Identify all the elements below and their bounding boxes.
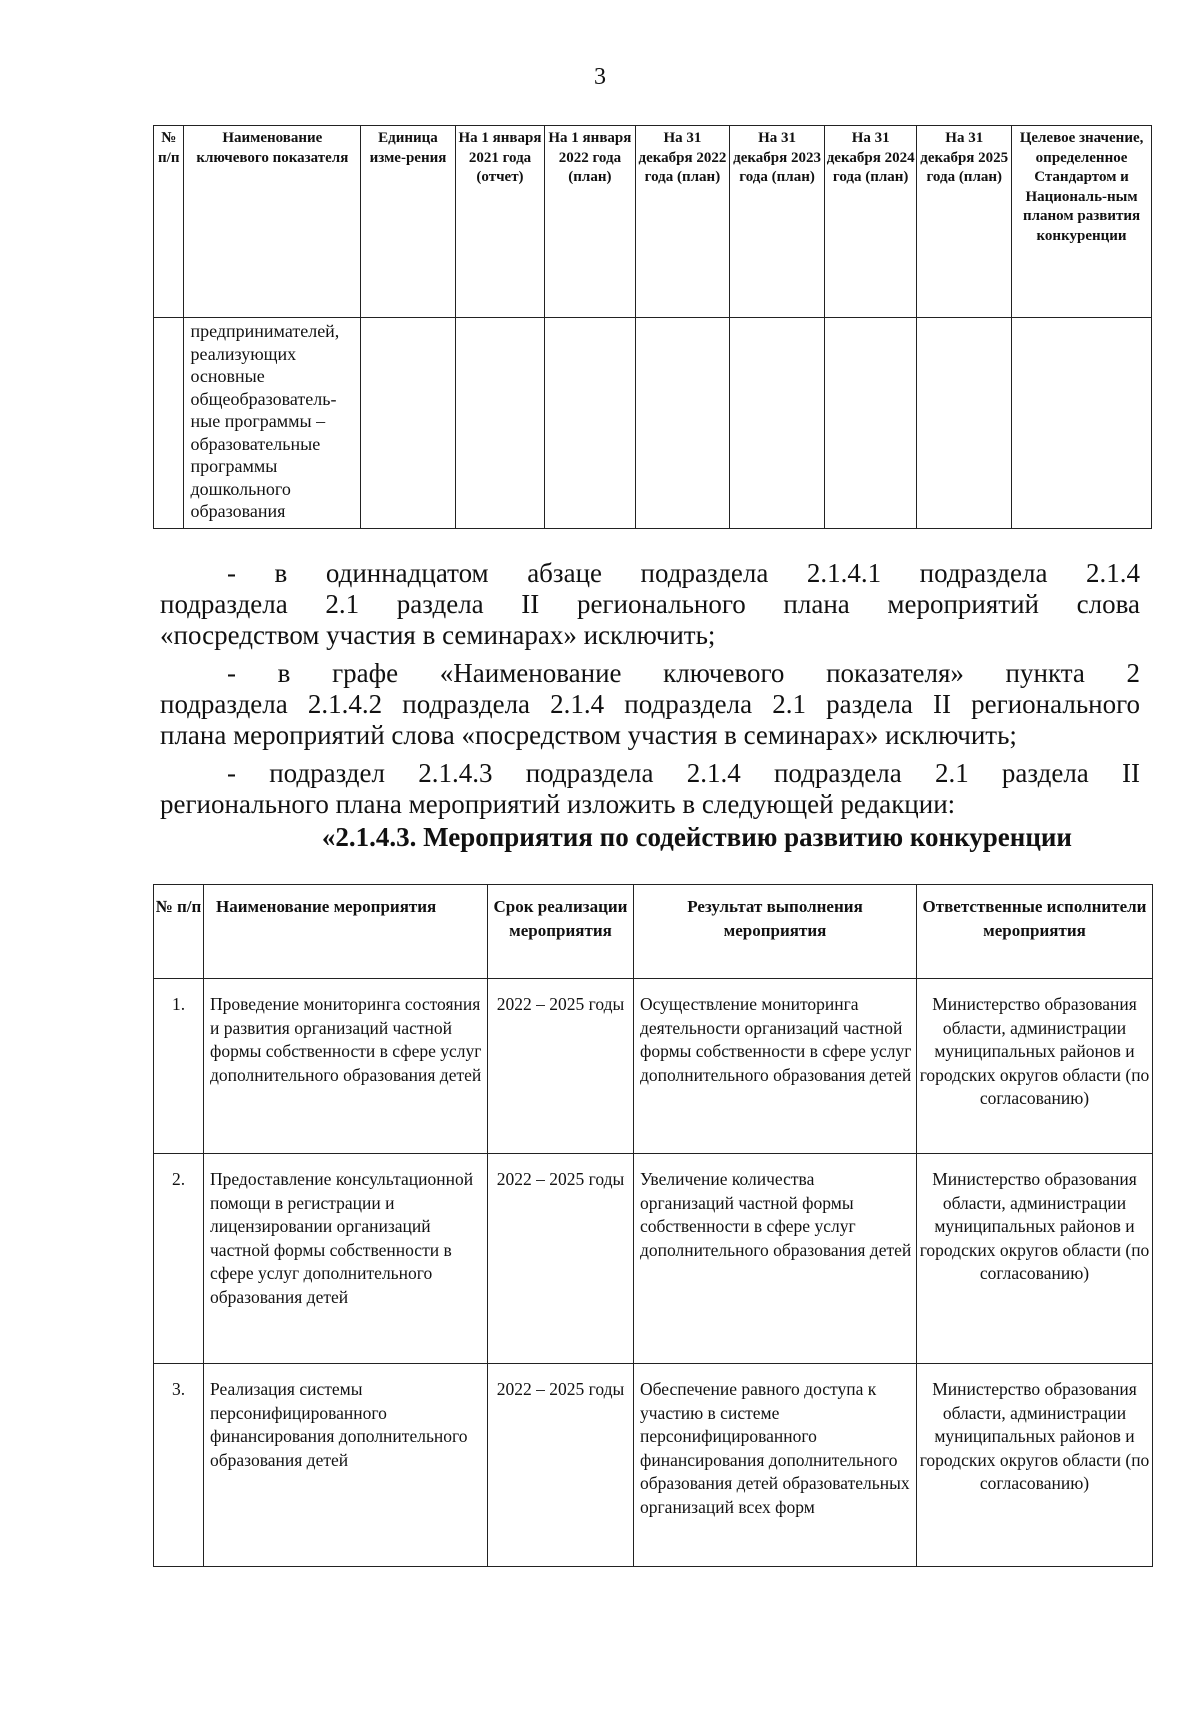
cell-result: Увеличение количества организаций частной формы собственности в сфере услуг дополнительного образования детей: [634, 1154, 917, 1364]
cell-number: 1.: [154, 979, 204, 1154]
cell-number: 2.: [154, 1154, 204, 1364]
header-jan-2021: На 1 января 2021 года (отчет): [455, 126, 544, 318]
header-indicator-name: Наименование ключевого показателя: [184, 126, 361, 318]
table-header-row: [154, 126, 1152, 318]
table-row: [154, 1364, 1153, 1567]
cell-number: 3.: [154, 1364, 204, 1567]
cell-dec-2023: [730, 318, 825, 529]
section-heading: «2.1.4.3. Мероприятия по содействию развитию конкуренции: [321, 822, 1072, 852]
header-responsible: Ответственные исполнители мероприятия: [917, 885, 1153, 979]
header-measure-name: Наименование мероприятия: [204, 885, 488, 979]
cell-responsible: Министерство образования области, администрации муниципальных районов и городских округов области (по согласованию): [917, 1364, 1153, 1567]
cell-measure-name: Предоставление консультационной помощи в регистрации и лицензировании организаций частной формы собственности в сфере услуг дополнительного образования детей: [204, 1154, 488, 1364]
paragraph-1: [160, 558, 1140, 651]
paragraph-line: плана мероприятий слова «посредством участия в семинарах» исключить;: [160, 720, 1017, 750]
cell-jan-2022: [545, 318, 635, 529]
table-row: [154, 1154, 1153, 1364]
header-dec-2025: На 31 декабря 2025 года (план): [917, 126, 1012, 318]
paragraph-line: подраздела 2.1.4.2 подраздела 2.1.4 подраздела 2.1 раздела II регионального: [160, 689, 1140, 719]
cell-dec-2025: [917, 318, 1012, 529]
header-dec-2024: На 31 декабря 2024 года (план): [824, 126, 917, 318]
cell-measure-name: Реализация системы персонифицированного финансирования дополнительного образования детей: [204, 1364, 488, 1567]
page-number: 3: [594, 64, 606, 90]
cell-target-value: [1012, 318, 1152, 529]
header-dec-2023: На 31 декабря 2023 года (план): [730, 126, 825, 318]
header-target-value: Целевое значение, определенное Стандартом и Националь-ным планом развития конкуренции: [1012, 126, 1152, 318]
cell-jan-2021: [455, 318, 544, 529]
header-dec-2022: На 31 декабря 2022 года (план): [635, 126, 730, 318]
cell-dec-2022: [635, 318, 730, 529]
paragraph-line: «посредством участия в семинарах» исключить;: [160, 620, 716, 650]
paragraph-line: регионального плана мероприятий изложить в следующей редакции:: [160, 789, 956, 819]
cell-responsible: Министерство образования области, администрации муниципальных районов и городских округов области (по согласованию): [917, 979, 1153, 1154]
paragraph-line: - в графе «Наименование ключевого показателя» пункта 2: [227, 658, 1140, 688]
header-unit: Единица изме-рения: [361, 126, 456, 318]
paragraph-line: - в одиннадцатом абзаце подраздела 2.1.4.1 подраздела 2.1.4: [227, 558, 1140, 588]
cell-number: [154, 318, 184, 529]
cell-dec-2024: [824, 318, 917, 529]
paragraph-line: - подраздел 2.1.4.3 подраздела 2.1.4 подраздела 2.1 раздела II: [227, 758, 1140, 788]
cell-term: 2022 – 2025 годы: [488, 1154, 634, 1364]
cell-unit: [361, 318, 456, 529]
table-row: [154, 318, 1152, 529]
paragraph-3: [160, 758, 1140, 820]
cell-term: 2022 – 2025 годы: [488, 979, 634, 1154]
paragraph-line: подраздела 2.1 раздела II регионального плана мероприятий слова: [160, 589, 1140, 619]
header-term: Срок реализации мероприятия: [488, 885, 634, 979]
header-number: № п/п: [154, 885, 204, 979]
cell-result: Осуществление мониторинга деятельности организаций частной формы собственности в сфере услуг дополнительного образования детей: [634, 979, 917, 1154]
cell-result: Обеспечение равного доступа к участию в системе персонифицированного финансирования дополнительного образования детей образовательных организаций всех форм: [634, 1364, 917, 1567]
key-indicators-table: [153, 125, 1152, 529]
cell-measure-name: Проведение мониторинга состояния и развития организаций частной формы собственности в сфере услуг дополнительного образования детей: [204, 979, 488, 1154]
cell-indicator-name: предпринимателей, реализующих основные общеобразователь-ные программы – образовательные программы дошкольного образования: [184, 318, 361, 529]
cell-responsible: Министерство образования области, администрации муниципальных районов и городских округов области (по согласованию): [917, 1154, 1153, 1364]
table-row: [154, 979, 1153, 1154]
header-jan-2022: На 1 января 2022 года (план): [545, 126, 635, 318]
header-result: Результат выполнения мероприятия: [634, 885, 917, 979]
measures-table: [153, 884, 1153, 1567]
header-number: № п/п: [154, 126, 184, 318]
table-header-row: [154, 885, 1153, 979]
cell-term: 2022 – 2025 годы: [488, 1364, 634, 1567]
paragraph-2: [160, 658, 1140, 751]
